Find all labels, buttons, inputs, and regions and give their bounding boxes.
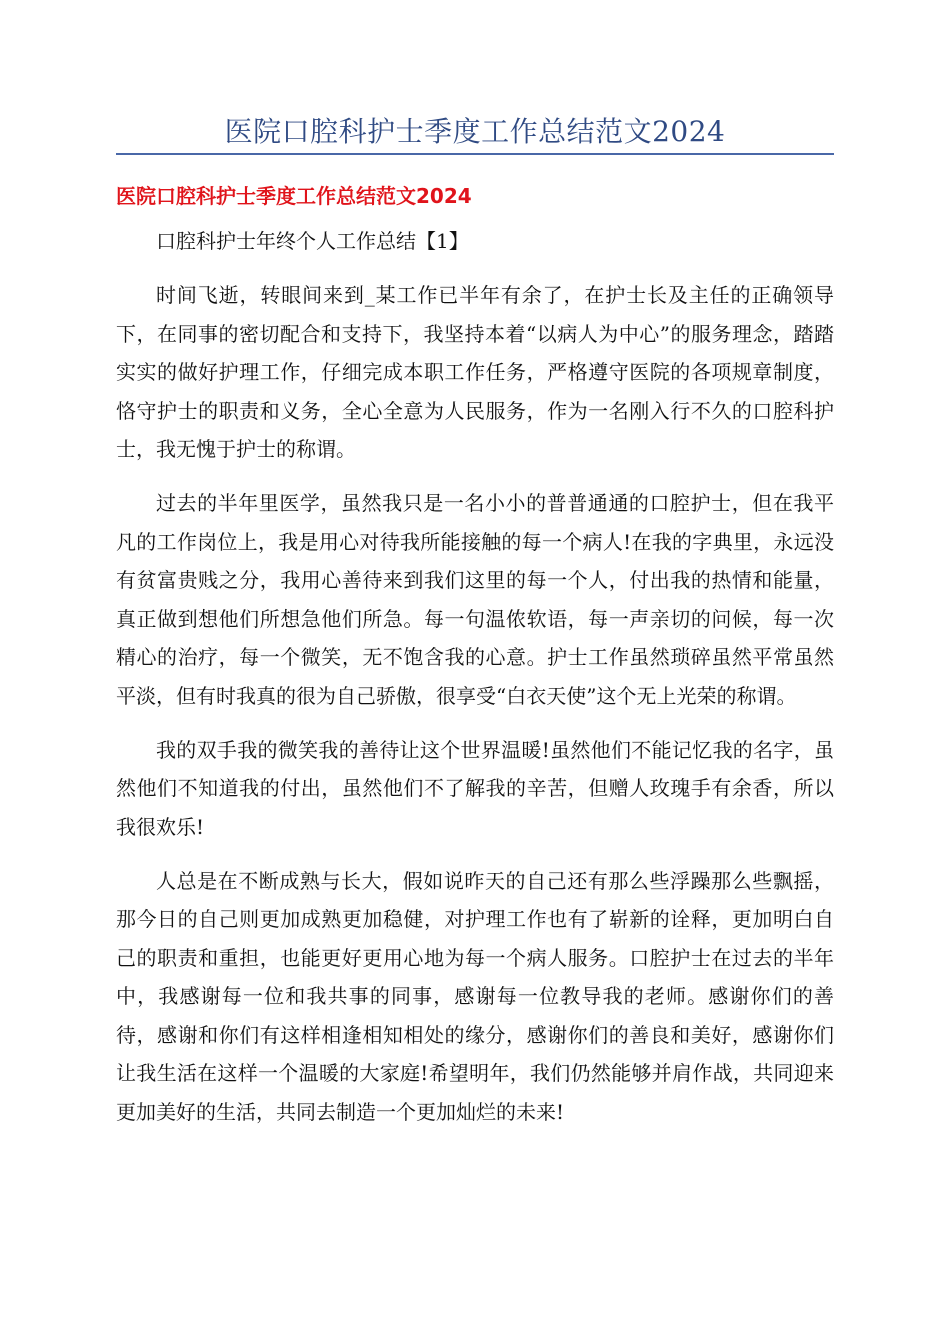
paragraph-4: 人总是在不断成熟与长大，假如说昨天的自己还有那么些浮躁那么些飘摇，那今日的自己则更加成熟更加稳健，对护理工作也有了崭新的诠释，更加明白自己的职责和重担，也能更好更用心地为每一个病人服务。口腔护士在过去的半年中，我感谢每一位和我共事的同事，感谢每一位教导我的老师。感谢你们的善待，感谢和你们有这样相逢相知相处的缘分，感谢你们的善良和美好，感谢你们让我生活在这样一个温暖的大家庭!希望明年，我们仍然能够并肩作战，共同迎来更加美好的生活，共同去制造一个更加灿烂的未来! — [116, 868, 834, 1124]
red-section-heading: 医院口腔科护士季度工作总结范文2024 — [116, 184, 472, 208]
subheading: 口腔科护士年终个人工作总结【1】 — [156, 229, 469, 253]
document-title: 医院口腔科护士季度工作总结范文2024 — [224, 115, 726, 148]
document-body — [116, 222, 834, 1147]
title-underline-divider — [116, 153, 834, 155]
paragraph-3: 我的双手我的微笑我的善待让这个世界温暖!虽然他们不能记忆我的名字，虽然他们不知道我的付出，虽然他们不了解我的辛苦，但赠人玫瑰手有余香，所以我很欢乐! — [116, 737, 834, 839]
paragraph-2: 过去的半年里医学，虽然我只是一名小小的普普通通的口腔护士，但在我平凡的工作岗位上，我是用心对待我所能接触的每一个病人!在我的字典里，永远没有贫富贵贱之分，我用心善待来到我们这里的每一个人，付出我的热情和能量，真正做到想他们所想急他们所急。每一句温侬软语，每一声亲切的问候，每一次精心的治疗，每一个微笑，无不饱含我的心意。护士工作虽然琐碎虽然平常虽然平淡，但有时我真的很为自己骄傲，很享受“白衣天使”这个无上光荣的称谓。 — [116, 491, 834, 708]
paragraph-1: 时间飞逝，转眼间来到_某工作已半年有余了，在护士长及主任的正确领导下，在同事的密切配合和支持下，我坚持本着“以病人为中心”的服务理念，踏踏实实的做好护理工作，仔细完成本职工作任务，严格遵守医院的各项规章制度，恪守护士的职责和义务，全心全意为人民服务，作为一名刚入行不久的口腔科护士，我无愧于护士的称谓。 — [116, 283, 834, 461]
